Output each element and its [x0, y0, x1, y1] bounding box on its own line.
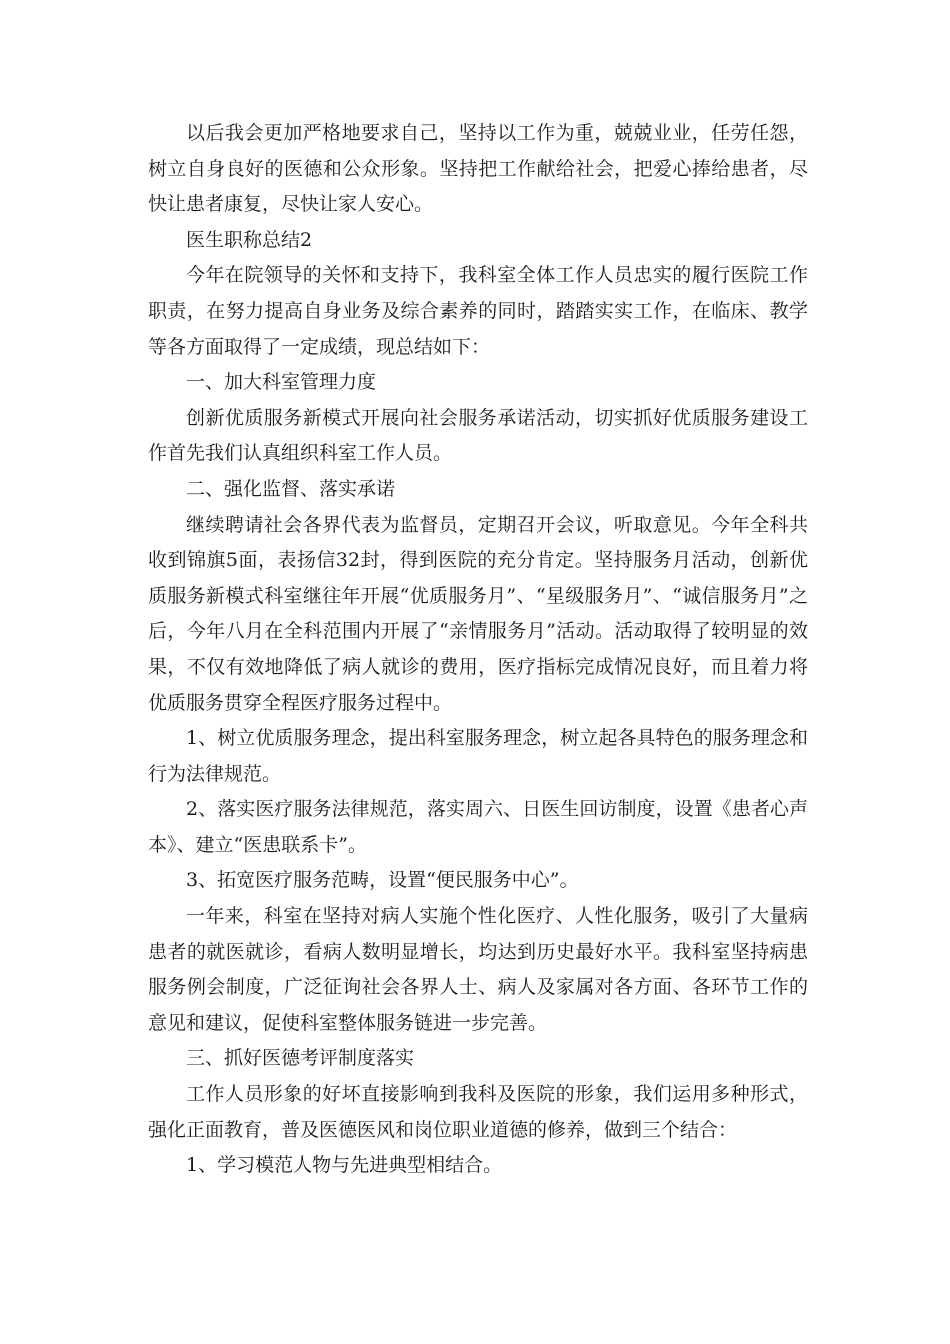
paragraph: 工作人员形象的好坏直接影响到我科及医院的形象，我们运用多种形式，强化正面教育，普及医德医风和岗位职业道德的修养，做到三个结合：: [148, 1083, 808, 1141]
paragraph: 创新优质服务新模式开展向社会服务承诺活动，切实抓好优质服务建设工作首先我们认真组织科室工作人员。: [148, 406, 808, 465]
paragraph-closing: 以后我会更加严格地要求自己，坚持以工作为重，兢兢业业，任劳任怨，树立自身良好的医德和公众形象。坚持把工作献给社会，把爱心捧给患者，尽快让患者康复，尽快让家人安心。: [148, 122, 808, 216]
paragraph: 继续聘请社会各界代表为监督员，定期召开会议，听取意见。今年全科共收到锦旗5面，表扬信32封，得到医院的充分肯定。坚持服务月活动，创新优质服务新模式科室继往年开展“优质服务月”、“星级服务月”、“诚信服务月”之后，今年八月在全科范围内开展了“亲情服务月”活动。活动取得了较明显的效果，不仅有效地降低了病人就诊的费用，医疗指标完成情况良好，而且着力将优质服务贯穿全程医疗服务过程中。: [148, 513, 808, 714]
paragraph: 一年来，科室在坚持对病人实施个性化医疗、人性化服务，吸引了大量病患者的就医就诊，看病人数明显增长，均达到历史最好水平。我科室坚持病患服务例会制度，广泛征询社会各界人士、病人及家属对各方面、各环节工作的意见和建议，促使科室整体服务链进一步完善。: [148, 905, 808, 1034]
document-body: [148, 116, 808, 1184]
paragraph-intro: 今年在院领导的关怀和支持下，我科室全体工作人员忠实的履行医院工作职责，在努力提高自身业务及综合素养的同时，踏踏实实工作，在临床、教学等各方面取得了一定成绩，现总结如下：: [148, 264, 808, 358]
list-item: 1、树立优质服务理念，提出科室服务理念，树立起各具特色的服务理念和行为法律规范。: [148, 727, 808, 785]
list-item: 1、学习模范人物与先进典型相结合。: [186, 1154, 503, 1177]
heading-3: 三、抓好医德考评制度落实: [186, 1047, 415, 1070]
section-title: 医生职称总结2: [186, 228, 313, 251]
heading-1: 一、加大科室管理力度: [186, 371, 377, 394]
heading-2: 二、强化监督、落实承诺: [186, 477, 396, 500]
list-item: 3、拓宽医疗服务范畴，设置“便民服务中心”。: [186, 869, 579, 892]
list-item: 2、落实医疗服务法律规范，落实周六、日医生回访制度，设置《患者心声本》、建立“医患联系卡”。: [148, 798, 808, 856]
